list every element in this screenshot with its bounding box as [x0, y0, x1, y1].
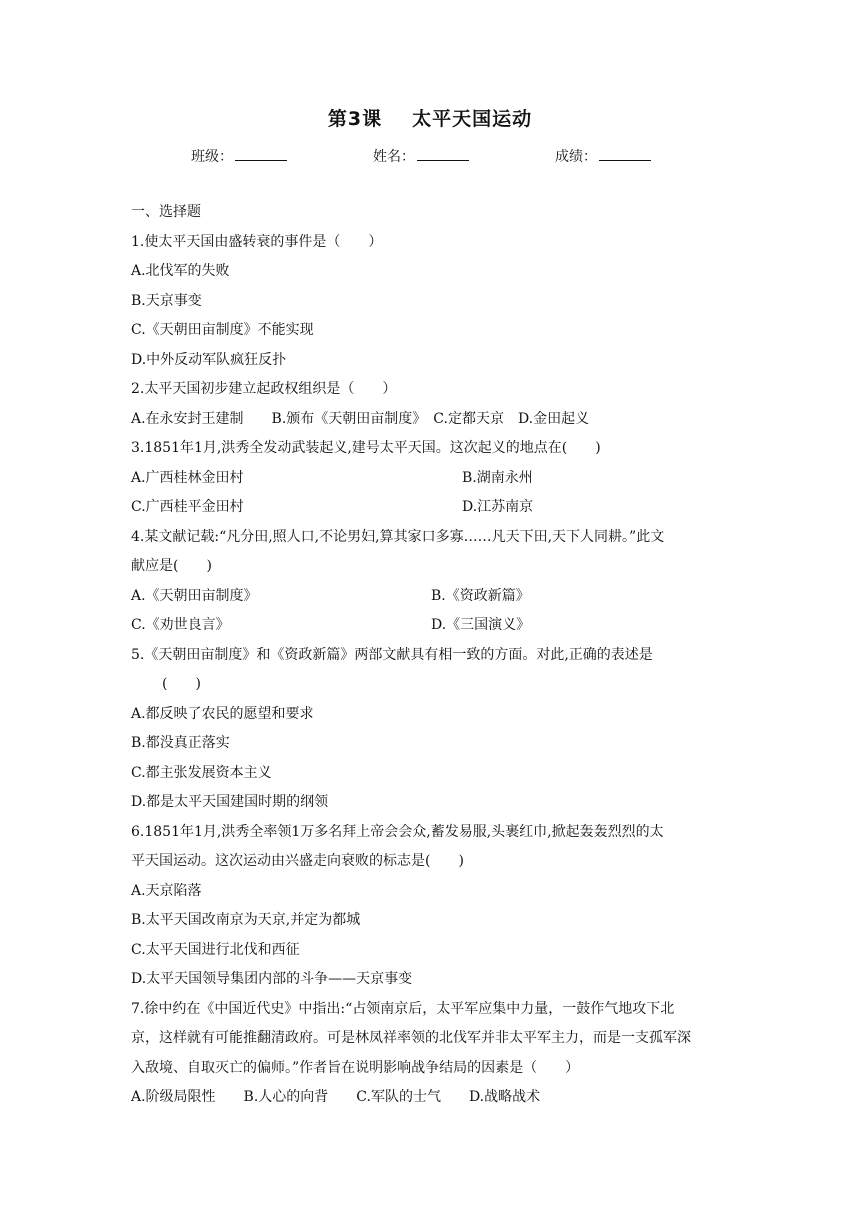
q6-stem-line2: 平天国运动。这次运动由兴盛走向衰败的标志是( )	[131, 853, 464, 869]
q2-options: A.在永安封王建制 B.颁布《天朝田亩制度》 C.定都天京 D.金田起义	[131, 410, 590, 427]
class-blank[interactable]	[235, 148, 287, 161]
q4-options-row2	[131, 611, 736, 641]
name-field	[373, 146, 469, 166]
q6-option-d: D.太平天国领导集团内部的斗争——天京事变	[131, 971, 413, 987]
q4-option-d: D.《三国演义》	[431, 617, 531, 633]
q1-option-c: C.《天朝田亩制度》不能实现	[131, 322, 314, 338]
class-field	[191, 146, 287, 166]
q7-stem-line2: 京，这样就有可能推翻清政府。可是林凤祥率领的北伐军并非太平军主力，而是一支孤军深	[131, 1030, 691, 1046]
q4-option-b: B.《资政新篇》	[431, 587, 530, 604]
name-blank[interactable]	[417, 148, 469, 161]
question-list	[131, 198, 736, 1113]
q3-option-a: A.广西桂林金田村	[131, 469, 244, 486]
q3-options-row1	[131, 464, 736, 494]
q6-option-a: A.天京陷落	[131, 882, 202, 899]
q5-stem-line1: 5.《天朝田亩制度》和《资政新篇》两部文献具有相一致的方面。对此,正确的表述是	[131, 646, 653, 663]
q4-stem-line2: 献应是( )	[131, 558, 212, 574]
q1-stem: 1.使太平天国由盛转衰的事件是（ ）	[131, 233, 383, 250]
q3-option-c: C.广西桂平金田村	[131, 499, 244, 515]
q6-stem-line1: 6.1851年1月,洪秀全率领1万多名拜上帝会会众,蓄发易服,头裹红巾,掀起轰轰烈烈的太	[131, 823, 664, 840]
q7-stem-line1: 7.徐中约在《中国近代史》中指出:“占领南京后，太平军应集中力量，一鼓作气地攻下北	[131, 1000, 675, 1017]
q1-option-d: D.中外反动军队疯狂反扑	[131, 351, 287, 368]
q7-options: A.阶级局限性 B.人心的向背 C.军队的士气 D.战略战术	[131, 1089, 541, 1105]
score-field	[555, 146, 651, 166]
q5-option-a: A.都反映了农民的愿望和要求	[131, 705, 314, 722]
q4-stem-line1: 4.某文献记载:“凡分田,照人口,不论男妇,算其家口多寡……凡天下田,天下人同耕。”此文	[131, 528, 665, 545]
score-blank[interactable]	[599, 148, 651, 161]
q5-option-d: D.都是太平天国建国时期的纲领	[131, 794, 329, 810]
section-title: 一、选择题	[131, 204, 201, 220]
q4-options-row1	[131, 582, 736, 612]
q3-option-b: B.湖南永州	[462, 469, 533, 486]
q4-option-c: C.《劝世良言》	[131, 617, 230, 633]
q3-option-d: D.江苏南京	[462, 499, 534, 515]
name-label: 姓名：	[373, 149, 415, 165]
q4-option-a: A.《天朝田亩制度》	[131, 587, 258, 604]
q1-option-b: B.天京事变	[131, 292, 202, 309]
page-title	[0, 104, 860, 131]
score-label: 成绩：	[555, 149, 597, 165]
class-label: 班级：	[191, 149, 233, 165]
q2-stem: 2.太平天国初步建立起政权组织是（ ）	[131, 381, 397, 397]
q5-option-c: C.都主张发展资本主义	[131, 764, 272, 781]
q3-stem: 3.1851年1月,洪秀全发动武装起义,建号太平天国。这次起义的地点在( )	[131, 440, 601, 456]
q5-option-b: B.都没真正落实	[131, 735, 230, 751]
q6-option-c: C.太平天国进行北伐和西征	[131, 941, 300, 958]
q5-stem-line2: ( )	[162, 676, 201, 692]
q6-option-b: B.太平天国改南京为天京,并定为都城	[131, 912, 361, 928]
lesson-number: 第3课	[327, 108, 383, 130]
q1-option-a: A.北伐军的失败	[131, 263, 230, 279]
q7-stem-line3: 入敌境、自取灭亡的偏师。”作者旨在说明影响战争结局的因素是（ ）	[131, 1059, 580, 1076]
lesson-title: 太平天国运动	[412, 108, 533, 130]
q3-options-row2	[131, 493, 736, 523]
